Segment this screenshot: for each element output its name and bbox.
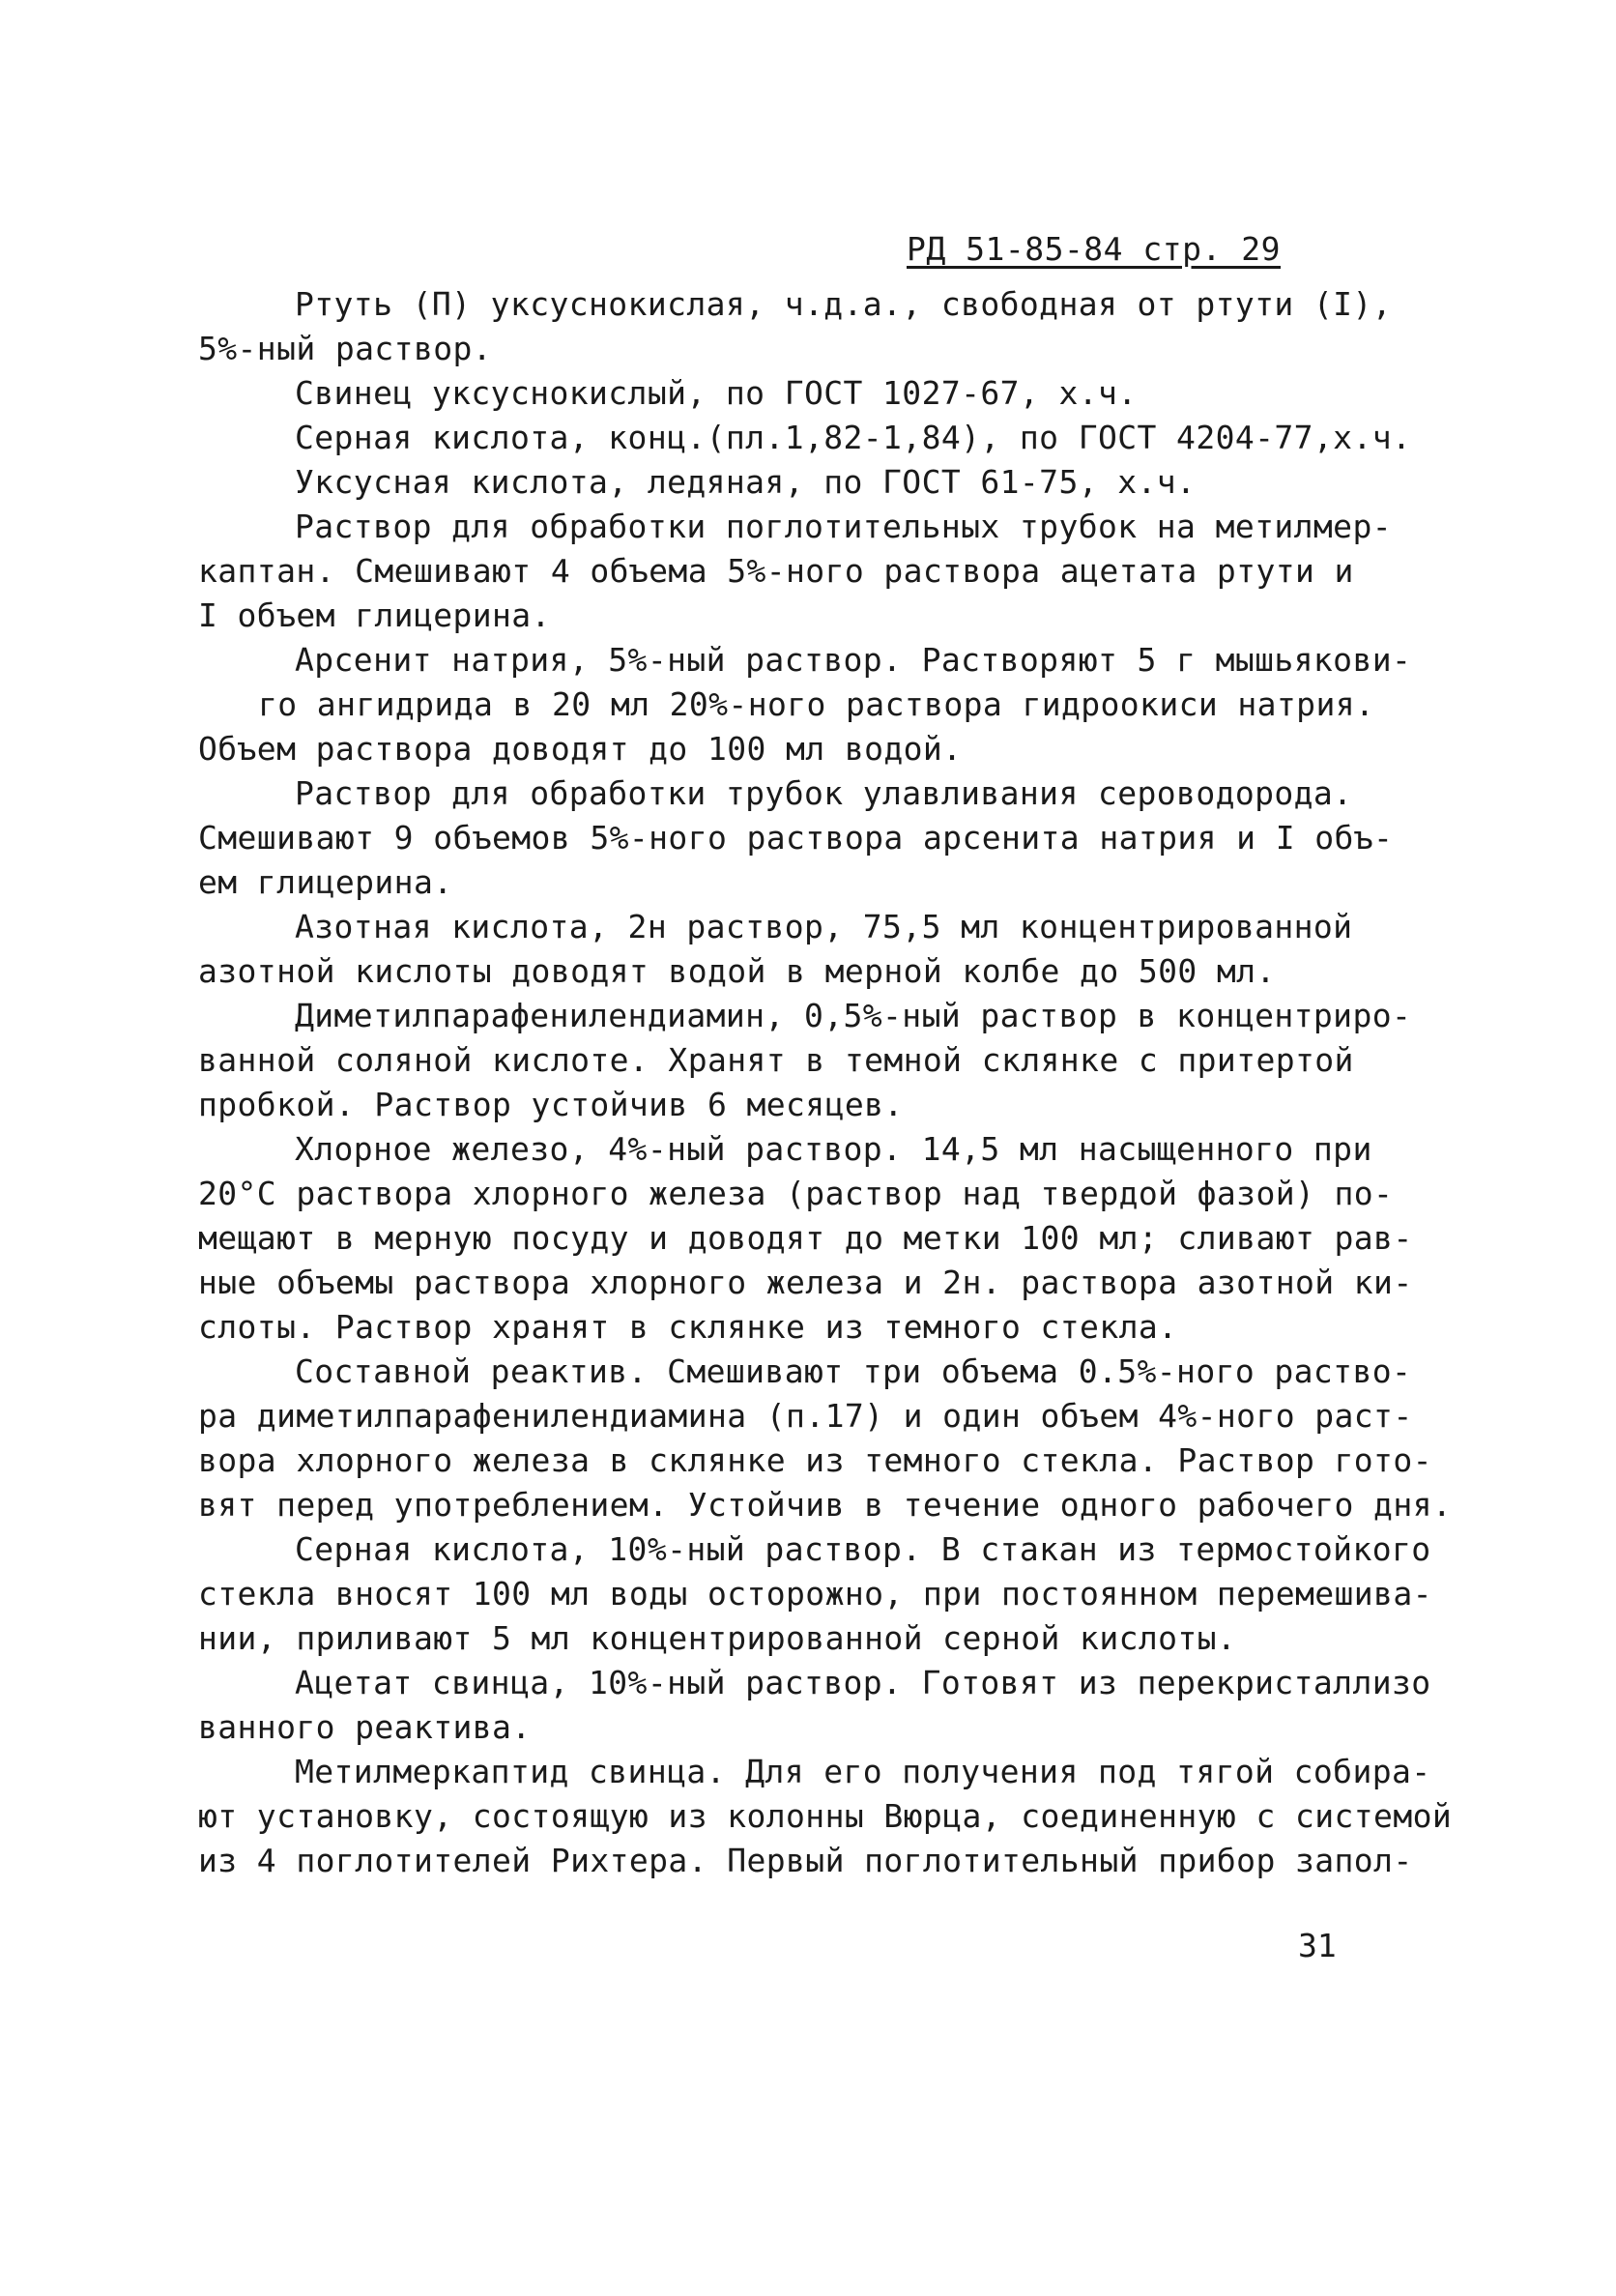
text-line: азотной кислоты доводят водой в мерной колбе до 500 мл. xyxy=(198,952,1276,990)
text-line: каптан. Смешивают 4 объема 5%-ного раствора ацетата ртути и xyxy=(198,552,1354,590)
text-line: Серная кислота, 10%-ный раствор. В стакан из термостойкого xyxy=(295,1530,1431,1568)
text-line: 5%-ный раствор. xyxy=(198,330,493,367)
text-line: стекла вносят 100 мл воды осторожно, при постоянном перемешива- xyxy=(198,1575,1432,1613)
text-line: пробкой. Раствор устойчив 6 месяцев. xyxy=(198,1086,904,1123)
text-line: мещают в мерную посуду и доводят до метки 100 мл; сливают рав- xyxy=(198,1219,1413,1257)
text-line: ра диметилпарафенилендиамина (п.17) и один объем 4%-ного раст- xyxy=(198,1397,1413,1435)
document-reference-header: РД 51-85-84 стр. 29 xyxy=(907,230,1281,268)
text-line: из 4 поглотителей Рихтера. Первый поглотительный прибор запол- xyxy=(198,1842,1413,1879)
text-line: Раствор для обработки трубок улавливания сероводорода. xyxy=(295,774,1353,812)
text-line: Арсенит натрия, 5%-ный раствор. Растворяют 5 г мышьякови- xyxy=(295,641,1412,679)
text-line: Свинец уксуснокислый, по ГОСТ 1027-67, х.ч. xyxy=(295,374,1138,412)
text-line: Составной реактив. Смешивают три объема 0.5%-ного раство- xyxy=(295,1352,1412,1390)
page-number: 31 xyxy=(1298,1927,1337,1964)
text-line: Ацетат свинца, 10%-ный раствор. Готовят из перекристаллизо xyxy=(295,1664,1431,1701)
text-line: слоты. Раствор хранят в склянке из темного стекла. xyxy=(198,1308,1178,1346)
text-line: Диметилпарафенилендиамин, 0,5%-ный раствор в концентриро- xyxy=(295,997,1412,1034)
text-line: ванного реактива. xyxy=(198,1708,532,1746)
text-line: 20°С раствора хлорного железа (раствор над твердой фазой) по- xyxy=(198,1175,1394,1212)
text-line: I объем глицерина. xyxy=(198,596,551,634)
text-line: Раствор для обработки поглотительных трубок на метилмер- xyxy=(295,508,1392,545)
text-line: ные объемы раствора хлорного железа и 2н. раствора азотной ки- xyxy=(198,1264,1413,1301)
text-line: вят перед употреблением. Устойчив в течение одного рабочего дня. xyxy=(198,1486,1453,1524)
text-line: ем глицерина. xyxy=(198,863,453,901)
text-line: ют установку, состоящую из колонны Вюрца, соединенную с системой xyxy=(198,1797,1453,1835)
text-line: Ртуть (П) уксуснокислая, ч.д.а., свободная от ртути (I), xyxy=(295,285,1392,323)
text-line: Смешивают 9 объемов 5%-ного раствора арсенита натрия и I объ- xyxy=(198,819,1394,857)
document-body xyxy=(198,282,1453,1883)
text-line: нии, приливают 5 мл концентрированной серной кислоты. xyxy=(198,1619,1237,1657)
text-line: Метилмеркаптид свинца. Для его получения под тягой собира- xyxy=(295,1753,1431,1790)
text-line: ванной соляной кислоте. Хранят в темной склянке с притертой xyxy=(198,1041,1354,1079)
text-line: го ангидрида в 20 мл 20%-ного раствора гидроокиси натрия. xyxy=(258,685,1375,723)
text-line: Серная кислота, конц.(пл.1,82-1,84), по ГОСТ 4204-77,х.ч. xyxy=(295,419,1412,456)
text-line: Хлорное железо, 4%-ный раствор. 14,5 мл насыщенного при xyxy=(295,1130,1372,1168)
text-line: Уксусная кислота, ледяная, по ГОСТ 61-75, х.ч. xyxy=(295,463,1197,501)
text-line: вора хлорного железа в склянке из темного стекла. Раствор гото- xyxy=(198,1441,1432,1479)
text-line: Объем раствора доводят до 100 мл водой. xyxy=(198,730,963,768)
text-line: Азотная кислота, 2н раствор, 75,5 мл концентрированной xyxy=(295,908,1353,945)
